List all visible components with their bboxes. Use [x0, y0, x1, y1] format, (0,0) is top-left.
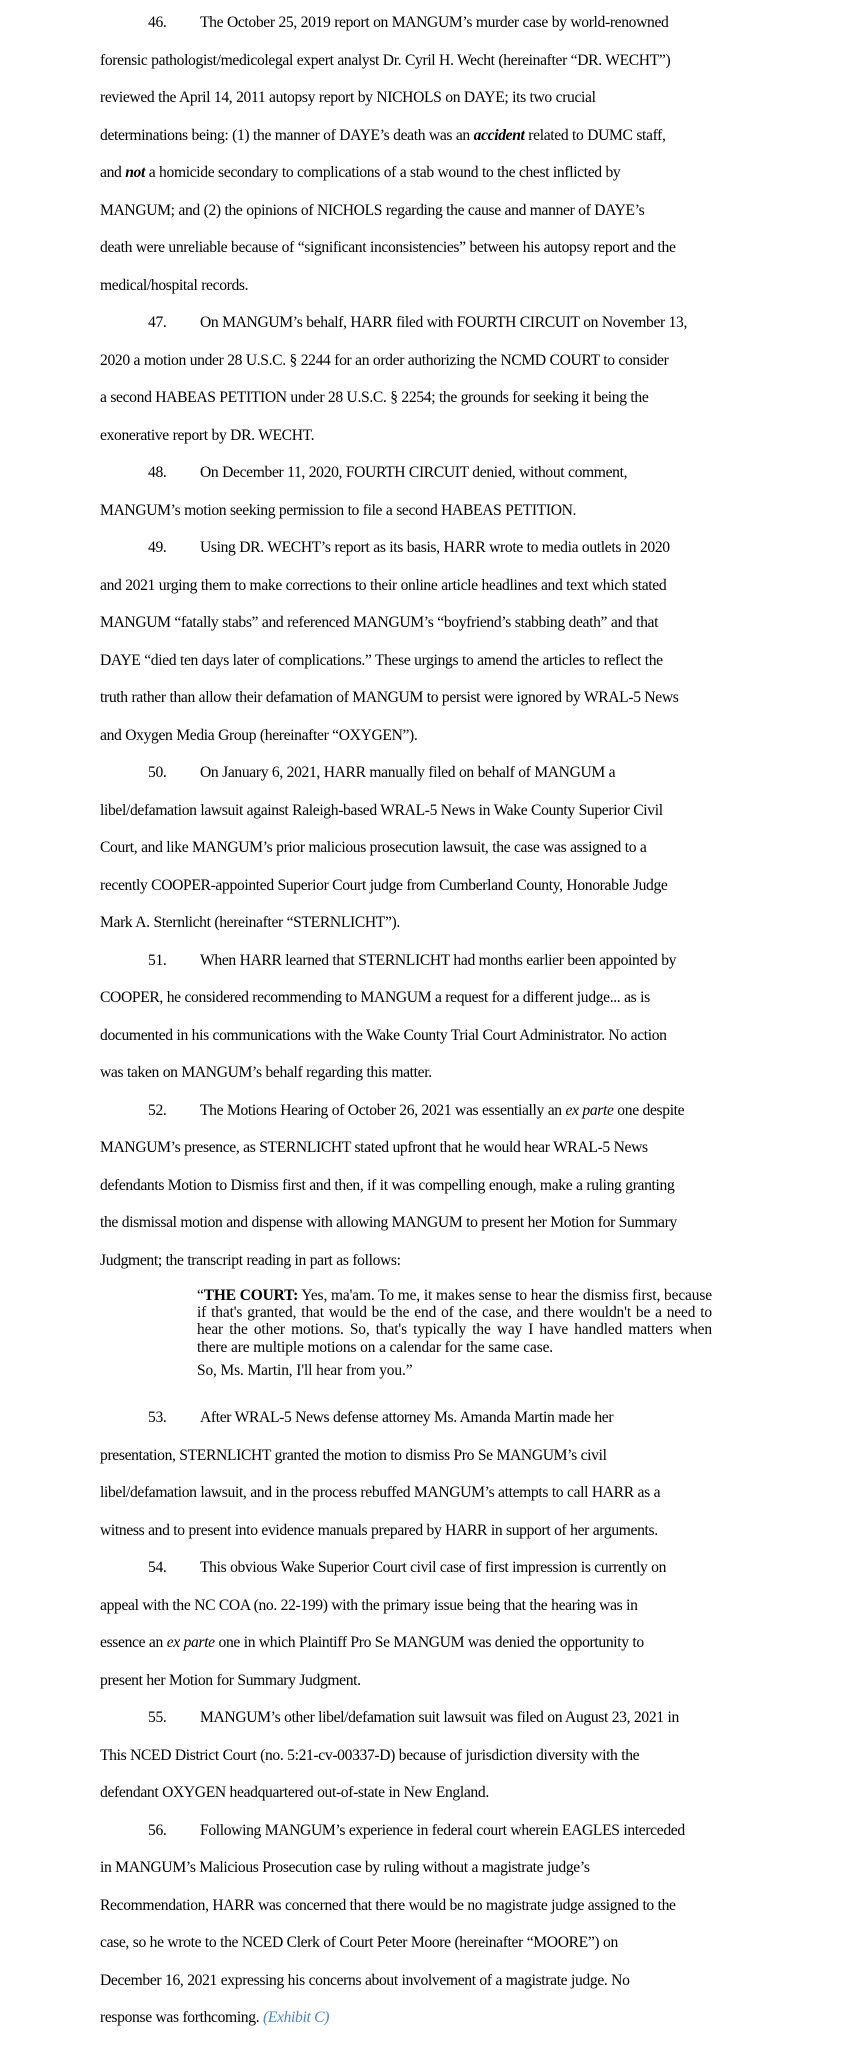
text-run: defendants Motion to Dismiss first and then, if it was compelling enough, make a ruling granting: [100, 1176, 675, 1194]
text-line: [100, 867, 760, 905]
paragraph-54: [100, 1549, 760, 1699]
text-run: present her Motion for Summary Judgment.: [100, 1671, 361, 1689]
paragraph-46: [100, 4, 760, 304]
text-run: reviewed the April 14, 2011 autopsy report by NICHOLS on DAYE; its two crucial: [100, 89, 596, 106]
text-run: On MANGUM’s behalf, HARR filed with FOURTH CIRCUIT on November 13,: [200, 314, 688, 331]
text-line: [100, 829, 760, 867]
text-run: the dismissal motion and dispense with allowing MANGUM to present her Motion for Summary: [100, 1214, 677, 1231]
paragraph-number: 56.: [148, 1821, 167, 1839]
text-run: response was forthcoming.: [100, 2009, 263, 2027]
text-line: [100, 642, 760, 680]
text-run: December 16, 2021 expressing his concerns about involvement of a magistrate judge. No: [100, 1971, 630, 1989]
quote-open-mark: “: [197, 1287, 204, 1304]
text-run: and: [100, 164, 126, 181]
text-line: [100, 1962, 760, 2000]
text-line: [100, 492, 760, 530]
document-page: [100, 4, 760, 2037]
text-run: libel/defamation lawsuit, and in the process rebuffed MANGUM’s attempts to call HARR as a: [100, 1484, 661, 1502]
text-run: determinations being: (1) the manner of DAYE’s death was an: [100, 126, 474, 144]
exhibit-c-link[interactable]: (Exhibit C): [263, 2009, 330, 2027]
text-run: After WRAL-5 News defense attorney Ms. Amanda Martin made her: [200, 1409, 614, 1427]
paragraph-number: 51.: [148, 951, 167, 969]
text-line: [100, 1204, 760, 1242]
text-line: [100, 1549, 760, 1587]
text-line: [100, 79, 760, 117]
text-line: [100, 1999, 760, 2037]
paragraph-number: 52.: [148, 1101, 167, 1119]
text-line: [100, 1167, 760, 1205]
text-line: [100, 529, 760, 567]
text-line: [100, 1737, 760, 1775]
text-line: [100, 1624, 760, 1662]
paragraph-55: [100, 1699, 760, 1812]
text-line: [100, 192, 760, 230]
transcript-quote: [197, 1287, 712, 1379]
text-run: Using DR. WECHT’s report as its basis, HARR wrote to media outlets in 2020: [200, 539, 670, 556]
text-run: death were unreliable because of “significant inconsistencies” between his autopsy report and the: [100, 239, 676, 256]
quote-speaker: THE COURT:: [203, 1287, 299, 1304]
paragraph-number: 49.: [148, 539, 167, 556]
paragraph-number: 53.: [148, 1409, 167, 1427]
text-run: MANGUM’s motion seeking permission to file a second HABEAS PETITION.: [100, 501, 577, 519]
text-line: [100, 1092, 760, 1130]
paragraph-number: 47.: [148, 314, 167, 331]
paragraph-53: [100, 1399, 760, 1549]
text-run: When HARR learned that STERNLICHT had months earlier been appointed by: [200, 951, 677, 969]
text-line: [100, 942, 760, 980]
text-run: MANGUM’s presence, as STERNLICHT stated upfront that he would hear WRAL-5 News: [100, 1139, 648, 1156]
text-line: [100, 679, 760, 717]
emphasis-text: accident: [473, 126, 525, 144]
text-line: [100, 417, 760, 455]
text-run: The October 25, 2019 report on MANGUM’s murder case by world-renowned: [200, 14, 669, 31]
text-run: appeal with the NC COA (no. 22-199) with the primary issue being that the hearing was in: [100, 1596, 638, 1614]
text-run: MANGUM “fatally stabs” and referenced MANGUM’s “boyfriend’s stabbing death” and that: [100, 614, 659, 631]
text-line: [100, 754, 760, 792]
text-run: defendant OXYGEN headquartered out-of-state in New England.: [100, 1784, 489, 1802]
paragraph-number: 54.: [148, 1559, 167, 1577]
text-run: COOPER, he considered recommending to MANGUM a request for a different judge... as is: [100, 989, 650, 1006]
text-run: On January 6, 2021, HARR manually filed on behalf of MANGUM a: [200, 764, 616, 781]
text-line: [100, 604, 760, 642]
text-run: DAYE “died ten days later of complications.” These urgings to amend the articles to reflect the: [100, 651, 663, 669]
text-line: [100, 1699, 760, 1737]
text-run: forensic pathologist/medicolegal expert analyst Dr. Cyril H. Wecht (hereinafter “DR. WECHT”): [100, 51, 671, 69]
text-run: Mark A. Sternlicht (hereinafter “STERNLICHT”).: [100, 914, 400, 931]
text-line: [100, 567, 760, 605]
text-line: [100, 4, 760, 42]
quote-text: Yes, ma'am. To me, it makes sense to hear the dismiss first, because if that's granted, that would be the end of the case, and there wouldn't be a need to hear the other motions. So, that's typically the way I have handled matters when there are multiple motions on a calendar for the same case.: [197, 1287, 712, 1356]
text-line: [100, 1399, 760, 1437]
text-run: documented in his communications with the Wake County Trial Court Administrator. No action: [100, 1026, 667, 1044]
text-run: essence an: [100, 1634, 167, 1652]
text-run: On December 11, 2020, FOURTH CIRCUIT denied, without comment,: [200, 464, 628, 481]
text-line: [100, 717, 760, 755]
text-line: [100, 1587, 760, 1625]
emphasis-text: not: [125, 164, 145, 181]
text-run: This NCED District Court (no. 5:21-cv-00337-D) because of jurisdiction diversity with the: [100, 1746, 640, 1764]
paragraph-51: [100, 942, 760, 1092]
text-line: [100, 229, 760, 267]
text-line: [100, 154, 760, 192]
text-run: recently COOPER-appointed Superior Court judge from Cumberland County, Honorable Judge: [100, 876, 668, 894]
text-line: [100, 1437, 760, 1475]
paragraph-50: [100, 754, 760, 942]
text-run: a second HABEAS PETITION under 28 U.S.C. § 2254; the grounds for seeking it being the: [100, 389, 649, 406]
text-run: Following MANGUM’s experience in federal court wherein EAGLES interceded: [200, 1821, 685, 1839]
text-run: The Motions Hearing of October 26, 2021 was essentially an: [200, 1101, 566, 1119]
paragraph-47: [100, 304, 760, 454]
text-line: [100, 1054, 760, 1092]
text-run: was taken on MANGUM’s behalf regarding this matter.: [100, 1064, 432, 1081]
text-line: [100, 267, 760, 305]
text-line: [100, 1662, 760, 1700]
text-line: [100, 1474, 760, 1512]
text-line: [100, 1129, 760, 1167]
text-line: [100, 1924, 760, 1962]
text-run: 2020 a motion under 28 U.S.C. § 2244 for an order authorizing the NCMD COURT to consider: [100, 351, 669, 369]
text-run: truth rather than allow their defamation of MANGUM to persist were ignored by WRAL-5 News: [100, 689, 679, 706]
text-run: in MANGUM’s Malicious Prosecution case by ruling without a magistrate judge’s: [100, 1859, 590, 1877]
paragraph-number: 50.: [148, 764, 167, 781]
text-run: related to DUMC staff,: [524, 126, 666, 144]
text-run: medical/hospital records.: [100, 276, 249, 294]
text-run: one despite: [613, 1101, 685, 1119]
quote-closing: So, Ms. Martin, I'll hear from you.”: [197, 1361, 413, 1379]
text-run: Court, and like MANGUM’s prior malicious prosecution lawsuit, the case was assigned to a: [100, 839, 647, 856]
latin-term: ex parte: [565, 1101, 614, 1119]
text-line: [100, 792, 760, 830]
text-line: [100, 1512, 760, 1550]
text-line: [100, 304, 760, 342]
text-line: [100, 1812, 760, 1850]
text-run: case, so he wrote to the NCED Clerk of Court Peter Moore (hereinafter “MOORE”) on: [100, 1934, 618, 1952]
text-run: and Oxygen Media Group (hereinafter “OXYGEN”).: [100, 726, 418, 744]
text-line: [100, 1849, 760, 1887]
text-run: one in which Plaintiff Pro Se MANGUM was denied the opportunity to: [214, 1634, 644, 1652]
text-line: [100, 42, 760, 80]
text-run: exonerative report by DR. WECHT.: [100, 426, 315, 444]
quote-body: [197, 1287, 712, 1356]
paragraph-52: [100, 1092, 760, 1280]
paragraph-56: [100, 1812, 760, 2037]
text-run: presentation, STERNLICHT granted the motion to dismiss Pro Se MANGUM’s civil: [100, 1446, 607, 1464]
text-line: [100, 904, 760, 942]
text-line: [100, 979, 760, 1017]
text-line: [100, 117, 760, 155]
text-run: Judgment; the transcript reading in part as follows:: [100, 1251, 401, 1269]
paragraph-48: [100, 454, 760, 529]
paragraph-number: 48.: [148, 464, 167, 481]
text-run: MANGUM’s other libel/defamation suit lawsuit was filed on August 23, 2021 in: [200, 1709, 679, 1727]
text-run: libel/defamation lawsuit against Raleigh-based WRAL-5 News in Wake County Superior Civil: [100, 801, 663, 819]
text-run: Recommendation, HARR was concerned that there would be no magistrate judge assigned to the: [100, 1896, 676, 1914]
text-line: [100, 1017, 760, 1055]
text-line: [100, 454, 760, 492]
text-line: [100, 1774, 760, 1812]
text-line: [100, 342, 760, 380]
paragraph-49: [100, 529, 760, 754]
paragraph-number: 55.: [148, 1709, 167, 1727]
text-line: [100, 1887, 760, 1925]
text-run: a homicide secondary to complications of a stab wound to the chest inflicted by: [144, 164, 621, 181]
text-line: [100, 1242, 760, 1280]
text-run: and 2021 urging them to make corrections to their online article headlines and text which stated: [100, 576, 667, 594]
text-run: witness and to present into evidence manuals prepared by HARR in support of her arguments.: [100, 1521, 658, 1539]
latin-term: ex parte: [166, 1634, 215, 1652]
text-run: MANGUM; and (2) the opinions of NICHOLS regarding the cause and manner of DAYE’s: [100, 201, 645, 219]
paragraph-number: 46.: [148, 14, 167, 31]
text-run: This obvious Wake Superior Court civil case of first impression is currently on: [200, 1559, 667, 1577]
text-line: [100, 379, 760, 417]
